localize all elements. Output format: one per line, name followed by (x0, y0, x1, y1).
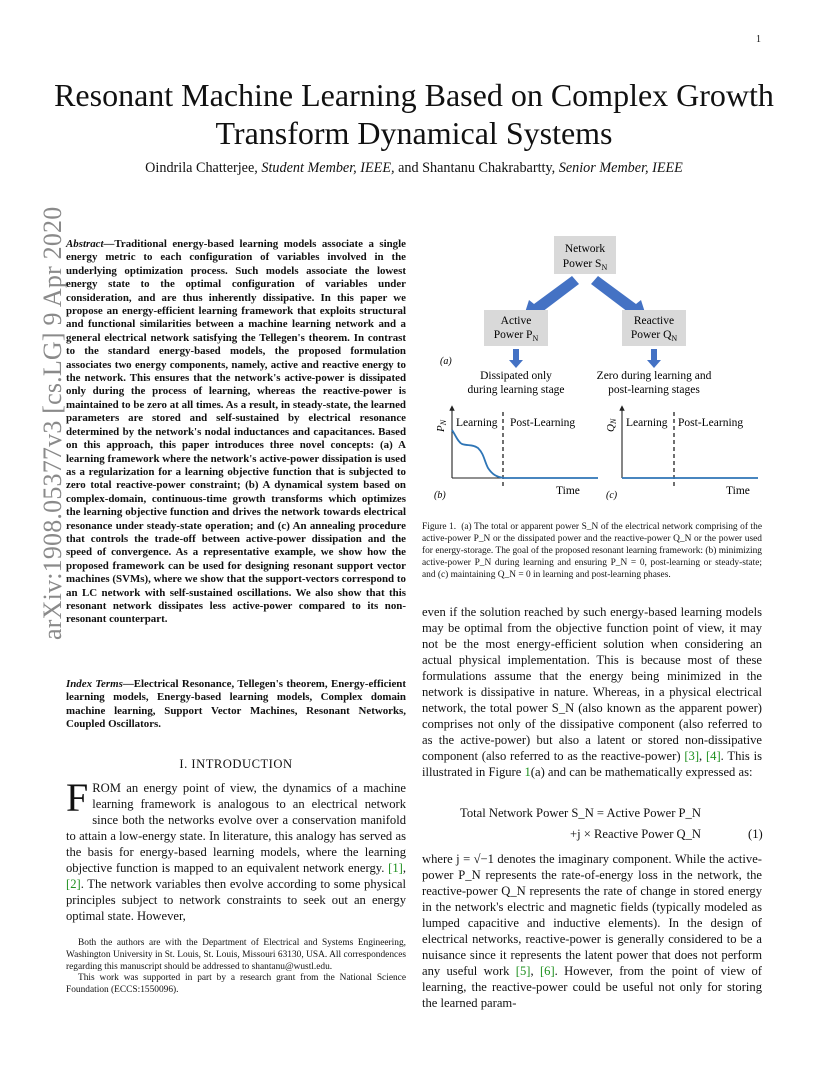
active-power-label-2: Power $P_N$ (493, 329, 539, 343)
plot-b-time-label: Time (556, 485, 580, 497)
intro-text: ROM an energy point of view, the dynamics of a machine learning framework is analogous to an electrical network since both the networks evolve over a conservation manifold to attain a low-energy state. In literature, this analogy has served as the basis for energy-based learning models, where the learning objective function is mapped to an equivalent network energy. (66, 781, 406, 875)
reactive-power-label-2: Power $Q_N$ (630, 329, 678, 343)
plot-c (605, 408, 758, 501)
author-1: Oindrila Chatterjee, (145, 160, 258, 176)
abstract (66, 238, 406, 627)
plot-c-post-learning-label: Post-Learning (678, 417, 744, 429)
panel-a-label: (a) (440, 356, 452, 367)
plot-c-learning-label: Learning (626, 417, 668, 429)
abstract-text: —Traditional energy-based learning models associate a single energy metric to each configuration of variables involved in the underlying optimization process. Such models associate the lowest energy state to the optimal configuration of variables under consideration, and are thus inherently dissipative. In this paper we propose an energy-efficient learning framework that exploits structural and functional similarities between a machine learning network and a general electrical network satisfying the Tellegen's theorem. In contrast to the standard energy-based models, the proposed formulation associates two energy components, namely, active and reactive energy to the network. This ensures that the network's active-power is dissipated only during the process of learning, whereas the reactive-power is maintained to be zero at all times. As a result, in steady-state, the learned parameters are stored and self-sustained by electrical resonance determined by the network's nodal inductances and capacitances. Based on this approach, this paper introduces three novel concepts: (a) A learning framework where the network's active-power dissipation is used as a regularization for a learning objective function that is subjected to zero total reactive-power constraint; (b) A dynamical system based on complex-domain, continuous-time growth transforms which optimizes the learning objective function and drives the network towards electrical resonance under steady-state operation; and (c) An annealing procedure that controls the trade-off between active-power dissipation and the speed of convergence. As a representative example, we show how the proposed framework can be used for designing resonant support vector machines (SVMs), where we show that the support-vectors correspond to an LC network with self-sustained oscillations. We also show that this resonant network dissipates less active-power compared to its non-resonant counterpart. (66, 238, 406, 626)
equation-line-1: Total Network Power S_N = Active Power P_N (460, 806, 701, 820)
plot-b-learning-label: Learning (456, 417, 498, 429)
arxiv-stamp: arXiv:1908.05377v3 [cs.LG] 9 Apr 2020 (38, 206, 67, 640)
caption-text: (a) The total or apparent power S_N of the electrical network comprising of the active-power P_N or the dissipated power and the reactive-power Q_N or the power used for energy-storage. The goal of the proposed resonant learning framework: (b) minimizing active-power P_N during learning and ensuring P_N = 0, post-learning or steady-state; and (c) maintaining Q_N = 0 in learning and post-learning phases. (422, 522, 762, 580)
footnote (66, 938, 406, 997)
author-2: Shantanu Chakrabartty, (422, 160, 556, 176)
paper-title: Resonant Machine Learning Based on Complex Growth Transform Dynamical Systems (54, 77, 774, 151)
dissipated-text-1: Dissipated only (480, 370, 552, 382)
author-2-role: Senior Member, IEEE (558, 160, 683, 176)
right-paragraph-2 (422, 851, 762, 1011)
active-power-label-1: Active (500, 315, 532, 327)
right-text-1c: (a) and can be mathematically expressed as: (530, 765, 753, 779)
index-terms-text: —Electrical Resonance, Tellegen's theorem, Energy-efficient learning models, Energy-based learning models, Complex domain machine learning, Support Vector Machines, Resonant Networks, Coupled Oscillators. (66, 678, 406, 731)
index-terms (66, 678, 406, 732)
right-text-2b: . However, from the point of view of learning, the reactive-power could be useful not only for storing the learned param- (422, 964, 762, 1010)
footnote-funding: This work was supported in part by a research grant from the National Science Foundation (ECCS:1550096). (66, 973, 406, 996)
author-line (40, 160, 788, 177)
abstract-label: Abstract (66, 238, 104, 250)
zero-text-1: Zero during learning and (596, 370, 712, 382)
right-paragraph-1 (422, 604, 762, 780)
dissipated-text-2: during learning stage (467, 384, 565, 396)
plot-c-time-label: Time (726, 485, 750, 497)
plot-b-y-label: PN (435, 419, 448, 432)
page-number: 1 (756, 34, 761, 45)
intro-text-2: . The network variables then evolve according to some physical principles subject to network constraints to seek out an energy optimal state. However, (66, 877, 406, 923)
author-conjunction: and (398, 160, 419, 176)
drop-cap: F (66, 775, 89, 820)
equation-number: (1) (748, 827, 763, 841)
author-1-role: Student Member, IEEE, (261, 160, 395, 176)
citation-separator-2: , (699, 749, 706, 763)
right-text-1a: even if the solution reached by such energy-based learning models may be optimal from the objective function point of view, it may not be the most energy-efficient solution when considering an actual physical implementation. This is because most of these formulations assume that the energy being minimized in the network is dissipative in nature. Whereas, in a physical electrical network, the total power S_N (also known as the apparent power) comprises not only of the dissipative component (also referred to as the active-power) but also a latent or stored non-dissipative component (also referred to as the reactive-power) (422, 605, 762, 763)
citation-2[interactable]: [2] (66, 877, 81, 891)
intro-paragraph (66, 775, 406, 924)
footnote-affiliation: Both the authors are with the Department of Electrical and Systems Engineering, Washington University in St. Louis, St. Louis, Missouri 63130, USA. All correspondences regarding this manuscript should be addressed to shantanu@wustl.edu. (66, 938, 406, 972)
down-arrow-reactive (647, 349, 661, 368)
section-heading: I. INTRODUCTION (179, 757, 293, 771)
citation-6[interactable]: [6] (539, 964, 555, 978)
plot-b (434, 408, 598, 501)
citation-4[interactable]: [4] (705, 749, 721, 763)
zero-text-2: post-learning stages (608, 384, 700, 396)
network-power-label-2: Power $S_N$ (562, 258, 608, 272)
citation-separator-3: , (530, 964, 540, 978)
reactive-power-label-1: Reactive (633, 315, 675, 327)
figure-ref[interactable]: 1 (524, 765, 531, 779)
down-arrow-active (509, 349, 523, 368)
figure-1 (422, 232, 762, 510)
citation-5[interactable]: [5] (515, 964, 531, 978)
index-terms-label: Index Terms (66, 678, 123, 690)
right-text-2: where j = √−1 denotes the imaginary component. While the active-power P_N represents the rate-of-energy loss in the network, the reactive-power Q_N represents the rate of change in stored energy in the network's electric and magnetic fields (typically modeled as lumped capacitive and inductive elements). In the design of electrical networks, reactive-power is generally considered to be a nuisance since it represents the latent power that does not perform any useful work (422, 852, 762, 978)
plot-c-y-label: QN (605, 418, 618, 432)
citation-3[interactable]: [3] (684, 749, 700, 763)
caption-label: Figure 1. (422, 522, 457, 532)
panel-c-label: (c) (606, 490, 618, 501)
network-power-label-1: Network (564, 243, 606, 255)
citation-separator: , (402, 861, 406, 875)
citation-1[interactable]: [1] (388, 861, 403, 875)
plot-b-power-curve (452, 430, 598, 478)
equation-line-2: +j × Reactive Power Q_N (570, 827, 702, 841)
figure-caption (422, 521, 762, 581)
plot-b-post-learning-label: Post-Learning (510, 417, 576, 429)
right-text-1b: . This is illustrated in Figure (422, 749, 763, 779)
panel-b-label: (b) (434, 490, 446, 501)
